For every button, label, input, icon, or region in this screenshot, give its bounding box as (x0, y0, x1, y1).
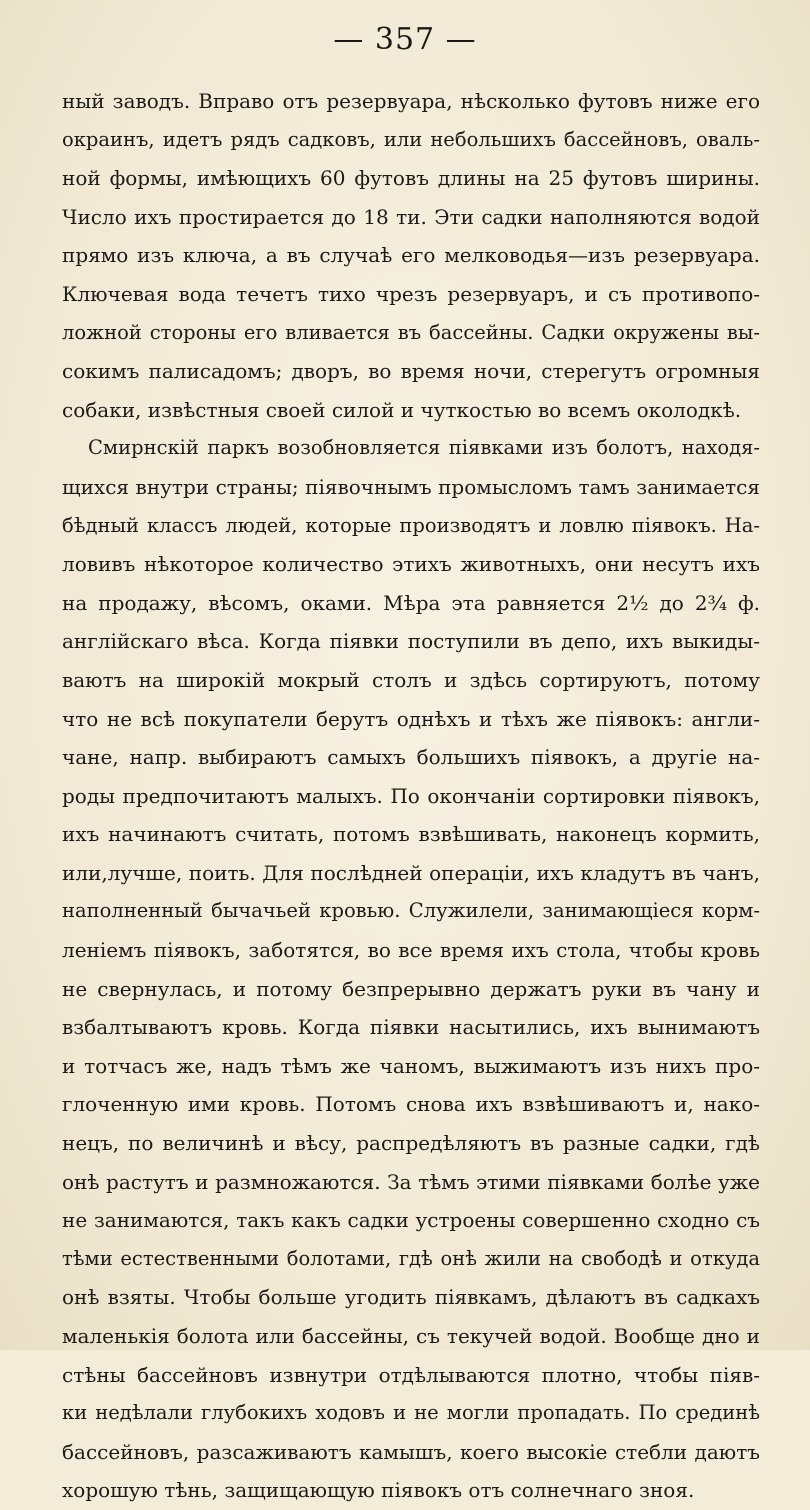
text-line: маленькія болота или бассейны, съ текучей водой. Вообще дно и (62, 1324, 760, 1348)
text-line: ихъ начинаютъ считать, потомъ взвѣшивать, наконецъ кормить, (62, 822, 760, 847)
text-line: прямо изъ ключа, а въ случаѣ его мелководья—изъ резервуара. (62, 243, 760, 268)
text-line: и тотчасъ же, надъ тѣмъ же чаномъ, выжимаютъ изъ нихъ про- (62, 1053, 760, 1078)
text-line: ваютъ на широкій мокрый столъ и здѣсь сортируютъ, потому (62, 667, 760, 692)
body-text (62, 82, 760, 1510)
page-number: — 357 — (333, 22, 477, 57)
text-line: не занимаются, такъ какъ садки устроены совершенно сходно съ (62, 1208, 760, 1233)
text-line: ный заводъ. Вправо отъ резервуара, нѣсколько футовъ ниже его (62, 89, 760, 113)
text-line: нецъ, по величинѣ и вѣсу, распредѣляютъ въ разные садки, гдѣ (62, 1131, 760, 1156)
text-line: стѣны бассейновъ извнутри отдѣлываются плотно, чтобы піяв- (62, 1362, 760, 1387)
text-line: щихся внутри страны; піявочнымъ промысломъ тамъ занимается (62, 474, 760, 499)
text-line: онѣ взяты. Чтобы больше угодить піявкамъ, дѣлаютъ въ садкахъ (62, 1285, 760, 1310)
text-line: чане, напр. выбираютъ самыхъ большихъ піявокъ, а другіе на- (62, 745, 760, 770)
text-line: не свернулась, и потому безпрерывно держатъ руки въ чану и (62, 976, 760, 1001)
text-line: тѣми естественными болотами, гдѣ онѣ жили на свободѣ и откуда (62, 1246, 760, 1270)
text-line: онѣ растутъ и размножаются. За тѣмъ этими піявками болѣе уже (62, 1169, 760, 1194)
text-line: на продажу, вѣсомъ, оками. Мѣра эта равняется 2½ до 2¾ ф. (62, 590, 760, 615)
text-line: бѣдный классъ людей, которые производятъ и ловлю піявокъ. На- (62, 513, 760, 537)
text-line: хорошую тѣнь, защищающую піявокъ отъ солнечнаго зноя. (62, 1478, 695, 1503)
text-line: ложной стороны его вливается въ бассейны. Садки окружены вы- (62, 320, 760, 344)
text-line: взбалтываютъ кровь. Когда піявки насытились, ихъ вынимаютъ (62, 1015, 760, 1040)
text-line: Число ихъ простирается до 18 ти. Эти садки наполняются водой (62, 204, 760, 229)
text-line: сокимъ палисадомъ; дворъ, во время ночи, стерегутъ огромныя (62, 359, 760, 384)
text-line: ловивъ нѣкоторое количество этихъ животныхъ, они несутъ ихъ (62, 552, 760, 577)
text-line: что не всѣ покупатели берутъ однѣхъ и тѣхъ же піявокъ: англи- (62, 706, 760, 731)
text-line: собаки, извѣстныя своей силой и чуткостью во всемъ околодкѣ. (62, 397, 742, 422)
text-line: наполненный бычачьей кровью. Служилели, занимающіеся корм- (62, 899, 760, 923)
text-line: окраинъ, идетъ рядъ садковъ, или небольшихъ бассейновъ, оваль- (62, 127, 760, 151)
text-line: леніемъ піявокъ, заботятся, во все время ихъ стола, чтобы кровь (62, 938, 760, 963)
text-line: ной формы, имѣющихъ 60 футовъ длины на 25 футовъ ширины. (62, 166, 760, 191)
text-line: роды предпочитаютъ малыхъ. По окончаніи сортировки піявокъ, (62, 783, 760, 808)
text-line: ки недѣлали глубокихъ ходовъ и не могли пропадать. По срединѣ (62, 1401, 760, 1425)
text-line: или,лучше, поить. Для послѣдней операціи, ихъ кладутъ въ чанъ, (62, 860, 760, 885)
text-line: англійскаго вѣса. Когда піявки поступили въ депо, ихъ выкиды- (62, 629, 760, 654)
text-line: глоченную ими кровь. Потомъ снова ихъ взвѣшиваютъ и, нако- (62, 1092, 760, 1117)
text-line: Смирнскій паркъ возобновляется піявками изъ болотъ, находя- (88, 436, 760, 460)
text-line: бассейновъ, разсаживаютъ камышъ, коего высокіе стебли даютъ (62, 1439, 760, 1464)
text-line: Ключевая вода течетъ тихо чрезъ резервуаръ, и съ противопо- (62, 281, 760, 306)
